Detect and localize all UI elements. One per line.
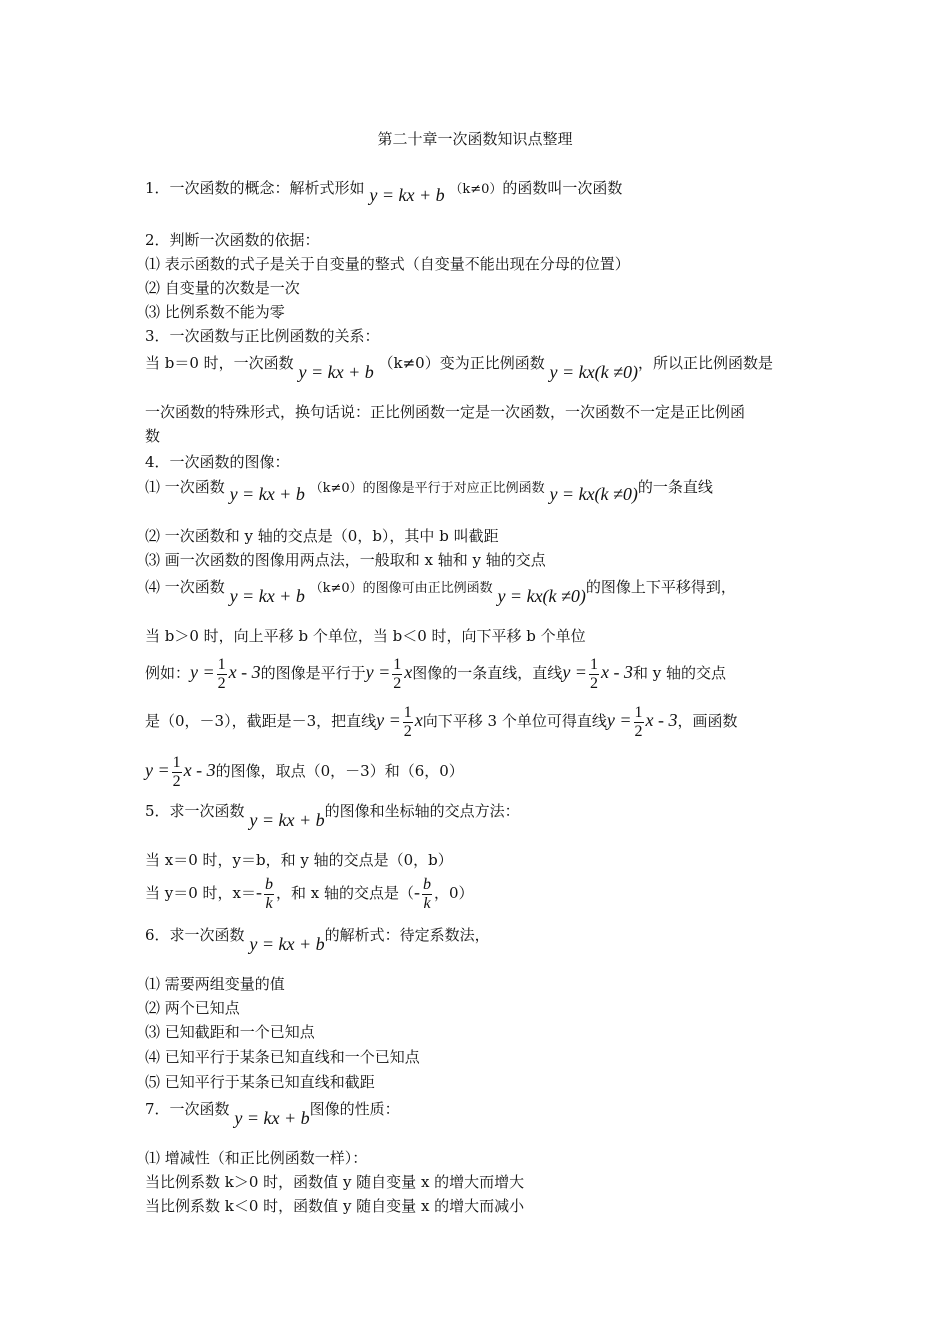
fraction-one-half (217, 656, 227, 693)
s4-i1-text-b: （k≠0）的图像是平行于对应正比例函数 (309, 481, 545, 496)
math-y-eq: y = (606, 710, 632, 730)
s4-item-1 (145, 476, 713, 504)
s7-text-a: 7．一次函数 (145, 1100, 230, 1118)
s4-i4-text-a: ⑷ 一次函数 (145, 578, 225, 596)
s6-item-1: ⑴ 需要两组变量的值 (145, 975, 285, 993)
s4-i4-text-b: （k≠0）的图像可由正比例函数 (309, 581, 493, 596)
s6-text-b: 的解析式：待定系数法， (324, 926, 490, 944)
math-y-eq: y = (145, 760, 170, 780)
math-x-minus-3: x - 3 (228, 662, 261, 682)
ex1-text-c: 图像的一条直线，直线 (412, 664, 563, 682)
formula-linear: y = kx + b (249, 934, 325, 954)
formula-proportional: y = kx(k ≠0) (549, 362, 638, 382)
s1-line (145, 177, 623, 205)
s3-head: 3．一次函数与正比例函数的关系： (145, 327, 380, 345)
s3-line-3: 数 (145, 427, 161, 445)
s5-text-a: 5．求一次函数 (145, 802, 245, 820)
example-line-2 (145, 698, 738, 743)
s6-item-2: ⑵ 两个已知点 (145, 999, 240, 1017)
s6-item-5: ⑸ 已知平行于某条已知直线和截距 (145, 1073, 375, 1091)
s2-item-2: ⑵ 自变量的次数是一次 (145, 279, 300, 297)
formula-linear: y = kx + b (234, 1108, 310, 1128)
math-minus: - (414, 882, 421, 902)
math-x-minus-3: x - 3 (600, 662, 633, 682)
fraction-one-half (634, 704, 644, 741)
example-line-1 (145, 650, 726, 695)
fraction-one-half (392, 656, 402, 693)
fraction-denominator: 2 (393, 674, 402, 692)
math-x-minus-3: x - 3 (183, 760, 216, 780)
math-y-eq: y = (376, 710, 401, 730)
s5-x-intercept (145, 870, 474, 915)
fraction-denominator: 2 (217, 674, 226, 692)
s5-text-d2: ，和 x 轴的交点是（ (276, 884, 415, 902)
s4-item-4 (145, 576, 736, 606)
s4-item-2: ⑵ 一次函数和 y 轴的交点是（0，b），其中 b 叫截距 (145, 527, 499, 545)
fraction-denominator: 2 (403, 722, 412, 740)
fraction-denominator: k (265, 894, 273, 912)
ex2-text-a: 是（0，－3），截距是－3，把直线 (145, 712, 377, 730)
s6-head (145, 924, 490, 954)
fraction-numerator: 1 (589, 655, 598, 673)
s3-line-1 (145, 352, 773, 382)
k-not-zero: （k≠0） (449, 182, 503, 197)
s1-text-a: 1．一次函数的概念：解析式形如 (145, 179, 365, 197)
s4-i1-text-a: ⑴ 一次函数 (145, 478, 225, 496)
s7-item-1: ⑴ 增减性（和正比例函数一样）： (145, 1149, 368, 1167)
math-y-eq: y = (365, 662, 391, 682)
fraction-numerator: 1 (217, 655, 226, 673)
s2-item-3: ⑶ 比例系数不能为零 (145, 303, 285, 321)
s7-item-3: 当比例系数 k＜0 时，函数值 y 随自变量 x 的增大而减小 (145, 1197, 525, 1215)
s5-head (145, 800, 520, 830)
fraction-numerator: b (265, 875, 274, 893)
math-x: x (404, 662, 413, 682)
formula-linear: y = kx + b (249, 810, 325, 830)
s5-text-b: 的图像和坐标轴的交点方法： (324, 802, 520, 820)
ex1-text-d: 和 y 轴的交点 (632, 664, 726, 682)
s4-item-4-cont: 当 b＞0 时，向上平移 b 个单位，当 b＜0 时，向下平移 b 个单位 (145, 627, 586, 645)
ex3-text: 的图像，取点（0，－3）和（6，0） (215, 762, 464, 780)
math-x-minus-3: x - 3 (645, 710, 678, 730)
ex1-text-a: 例如： (145, 664, 191, 682)
s4-head: 4．一次函数的图像： (145, 453, 290, 471)
fraction-b-over-k (264, 876, 274, 913)
ex1-text-b: 的图像是平行于 (260, 664, 366, 682)
fraction-denominator: 2 (589, 674, 598, 692)
s2-item-1: ⑴ 表示函数的式子是关于自变量的整式（自变量不能出现在分母的位置） (145, 255, 630, 273)
ex2-text-c: ，画函数 (677, 712, 738, 730)
formula-proportional: y = kx(k ≠0) (549, 484, 638, 504)
formula-linear: y = kx + b (369, 185, 445, 205)
math-minus: - (256, 882, 263, 902)
fraction-numerator: b (423, 875, 432, 893)
s3-text-b: （k≠0）变为正比例函数 (378, 354, 545, 372)
formula-linear: y = kx + b (229, 586, 305, 606)
formula-proportional: y = kx(k ≠0) (497, 586, 586, 606)
fraction-numerator: 1 (172, 753, 181, 771)
fraction-denominator: k (423, 894, 431, 912)
s5-text-d3: ，0） (434, 884, 474, 902)
fraction-b-over-k (422, 876, 432, 913)
s6-item-4: ⑷ 已知平行于某条已知直线和一个已知点 (145, 1048, 420, 1066)
fraction-one-half (172, 754, 182, 791)
fraction-denominator: 2 (634, 722, 643, 740)
s7-item-2: 当比例系数 k＞0 时，函数值 y 随自变量 x 的增大而增大 (145, 1173, 525, 1191)
s6-text-a: 6．求一次函数 (145, 926, 245, 944)
formula-linear: y = kx + b (229, 484, 305, 504)
formula-linear: y = kx + b (298, 362, 374, 382)
math-y-eq: y = (562, 662, 587, 682)
math-x: x (414, 710, 423, 730)
s5-text-d1: 当 y＝0 时，x＝ (145, 884, 257, 902)
s3-text-a: 当 b＝0 时，一次函数 (145, 354, 294, 372)
s4-item-3: ⑶ 画一次函数的图像用两点法，一般取和 x 轴和 y 轴的交点 (145, 551, 546, 569)
fraction-one-half (589, 656, 599, 693)
fraction-numerator: 1 (634, 703, 643, 721)
page-title: 第二十章一次函数知识点整理 (377, 130, 573, 148)
s2-head: 2．判断一次函数的依据： (145, 231, 320, 249)
fraction-numerator: 1 (393, 655, 402, 673)
fraction-denominator: 2 (172, 772, 181, 790)
s1-text-b: 的函数叫一次函数 (502, 179, 623, 197)
example-line-3 (145, 748, 464, 793)
s4-i1-text-c: 的一条直线 (637, 478, 713, 496)
s7-head (145, 1098, 400, 1128)
ex2-text-b: 向下平移 3 个单位可得直线 (422, 712, 607, 730)
s5-y-intercept: 当 x＝0 时，y＝b，和 y 轴的交点是（0，b） (145, 851, 453, 869)
s7-text-b: 图像的性质： (309, 1100, 400, 1118)
math-y-eq: y = (190, 662, 215, 682)
s3-text-c: ，所以正比例函数是 (637, 354, 773, 372)
s4-i4-text-c: 的图像上下平移得到， (585, 578, 736, 596)
s6-item-3: ⑶ 已知截距和一个已知点 (145, 1023, 315, 1041)
s3-line-2: 一次函数的特殊形式，换句话说：正比例函数一定是一次函数，一次函数不一定是正比例函 (145, 403, 746, 421)
fraction-one-half (403, 704, 413, 741)
fraction-numerator: 1 (403, 703, 412, 721)
